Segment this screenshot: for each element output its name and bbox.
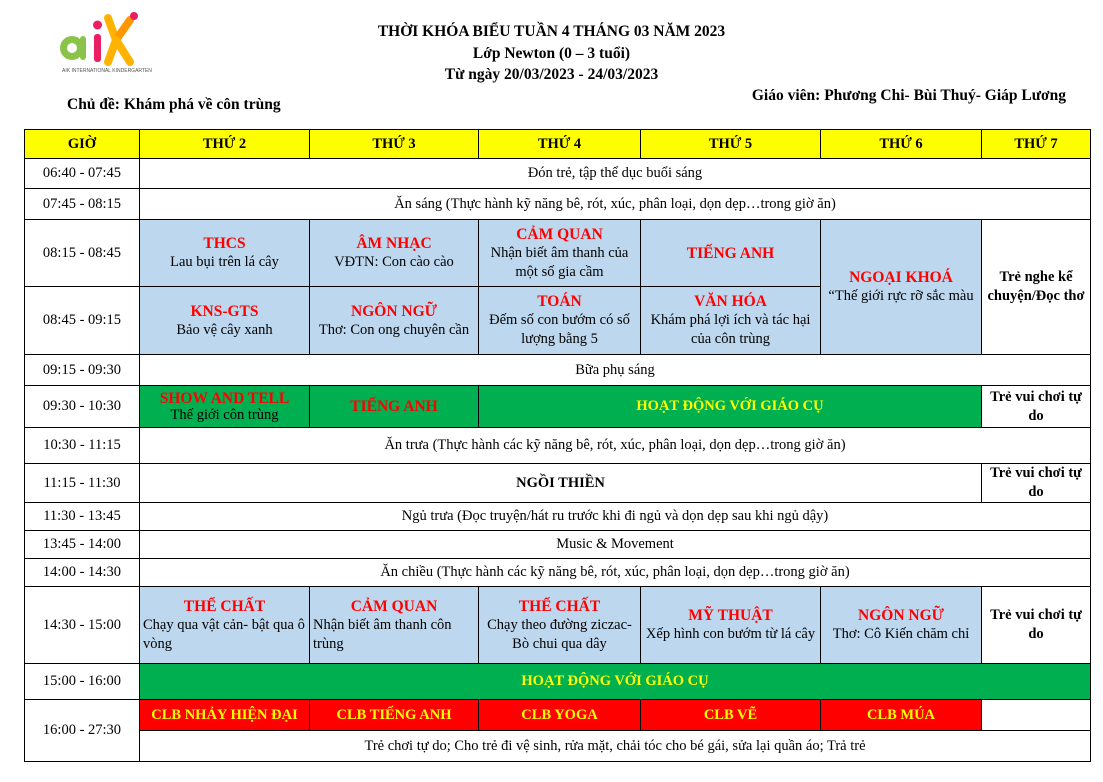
table-row	[25, 464, 1091, 503]
lesson-desc: “Thế giới rực rỡ sắc màu	[828, 288, 974, 304]
teachers-label: Giáo viên: Phương Chi- Bùi Thuý- Giáp Lương	[751, 87, 1066, 104]
activity-cell: Ăn trưa (Thực hành các kỹ năng bê, rót, xúc, phân loại, dọn dẹp…trong giờ ăn)	[140, 428, 1091, 464]
lesson-cell	[479, 220, 641, 287]
lesson-cell	[641, 587, 821, 664]
page-title: THỜI KHÓA BIỂU TUẦN 4 THÁNG 03 NĂM 2023	[377, 23, 726, 40]
club-cell: CLB TIẾNG ANH	[310, 700, 479, 731]
lesson-desc: Chạy qua vật cản- bật qua ô vòng	[143, 616, 305, 652]
time-cell: 07:45 - 08:15	[25, 189, 140, 220]
lesson-cell	[310, 386, 479, 428]
lesson-title: THỂ CHẤT	[183, 597, 266, 615]
lesson-desc: Bảo vệ cây xanh	[176, 321, 273, 338]
saturday-cell: Trẻ nghe kể chuyện/Đọc thơ	[982, 220, 1091, 355]
table-row	[25, 355, 1091, 386]
lesson-cell	[479, 587, 641, 664]
table-row	[25, 664, 1091, 700]
lesson-title: THỂ CHẤT	[518, 597, 601, 615]
col-header-wed: THỨ 4	[479, 130, 641, 159]
table-row	[25, 587, 1091, 664]
lesson-desc: Lau bụi trên lá cây	[170, 254, 279, 270]
class-name: Lớp Newton (0 – 3 tuổi)	[472, 45, 631, 62]
time-cell: 10:30 - 11:15	[25, 428, 140, 464]
lesson-desc: Đếm số con bướm có số lượng bằng 5	[489, 312, 630, 347]
lesson-title: CẢM QUAN	[516, 225, 603, 243]
table-row	[25, 700, 1091, 731]
time-cell: 14:30 - 15:00	[25, 587, 140, 664]
activity-cell: NGỒI THIỀN	[140, 464, 982, 503]
lesson-title: MỸ THUẬT	[688, 607, 773, 624]
lesson-title: NGÔN NGỮ	[858, 607, 944, 624]
activity-cell: Ăn sáng (Thực hành kỹ năng bê, rót, xúc, phân loại, dọn dẹp…trong giờ ăn)	[140, 189, 1091, 220]
table-row	[25, 531, 1091, 559]
club-cell: CLB VẼ	[641, 700, 821, 731]
col-header-tue: THỨ 3	[310, 130, 479, 159]
lesson-title: VĂN HÓA	[694, 293, 767, 310]
club-cell: CLB NHẢY HIỆN ĐẠI	[140, 700, 310, 731]
lesson-title: ÂM NHẠC	[356, 235, 432, 252]
lesson-cell	[821, 587, 982, 664]
time-cell: 11:30 - 13:45	[25, 503, 140, 531]
table-row	[25, 189, 1091, 220]
lesson-desc: Chạy theo đường zicz‌ac-Bò chui qua dây	[487, 616, 632, 652]
col-header-sat: THỨ 7	[982, 130, 1091, 159]
lesson-cell	[310, 287, 479, 355]
lesson-cell	[140, 220, 310, 287]
lesson-title: TIẾNG ANH	[350, 398, 438, 415]
time-cell: 09:15 - 09:30	[25, 355, 140, 386]
topic-label: Chủ đề: Khám phá về côn trùng	[67, 96, 281, 113]
lesson-cell	[479, 287, 641, 355]
col-header-mon: THỨ 2	[140, 130, 310, 159]
lesson-cell	[641, 287, 821, 355]
activity-cell: Đón trẻ, tập thể dục buổi sáng	[140, 159, 1091, 189]
lesson-title: NGÔN NGỮ	[351, 302, 437, 320]
time-cell: 16:00 - 27:30	[25, 700, 140, 762]
time-cell: 13:45 - 14:00	[25, 531, 140, 559]
table-row	[25, 220, 1091, 287]
lesson-title: SHOW AND TELL	[159, 389, 290, 407]
col-header-thu: THỨ 5	[641, 130, 821, 159]
activity-cell: Ăn chiều (Thực hành các kỹ năng bê, rót, xúc, phân loại, dọn dẹp…trong giờ ăn)	[140, 559, 1091, 587]
lesson-cell	[140, 287, 310, 355]
lesson-desc: Thơ: Cô Kiến chăm chỉ	[832, 626, 970, 642]
header-row	[25, 130, 1091, 159]
lesson-cell	[310, 220, 479, 287]
time-cell: 08:45 - 09:15	[25, 287, 140, 355]
time-cell: 08:15 - 08:45	[25, 220, 140, 287]
time-cell: 06:40 - 07:45	[25, 159, 140, 189]
lesson-desc: Thơ: Con ong chuyên cần	[318, 321, 470, 338]
lesson-cell	[310, 587, 479, 664]
lesson-title: THCS	[203, 235, 246, 252]
table-row	[25, 386, 1091, 428]
lesson-desc: Nhận biết âm thanh của một số gia cầm	[490, 244, 629, 280]
activity-cell: Music & Movement	[140, 531, 1091, 559]
lesson-desc: Xếp hình con bướm từ lá cây	[645, 626, 816, 642]
col-header-time: GIỜ	[25, 130, 140, 159]
lesson-cell	[641, 220, 821, 287]
lesson-title: KNS-GTS	[190, 302, 259, 320]
date-range: Từ ngày 20/03/2023 - 24/03/2023	[444, 66, 659, 83]
saturday-cell: Trẻ vui chơi tự do	[982, 386, 1091, 428]
activity-cell: Bữa phụ sáng	[140, 355, 1091, 386]
lesson-desc: Nhận biết âm thanh côn trùng	[313, 616, 452, 652]
saturday-cell: Trẻ vui chơi tự do	[982, 587, 1091, 664]
time-cell: 14:00 - 14:30	[25, 559, 140, 587]
table-row	[25, 559, 1091, 587]
saturday-cell: Trẻ vui chơi tự do	[982, 464, 1091, 503]
lesson-title: CẢM QUAN	[350, 597, 438, 615]
time-cell: 11:15 - 11:30	[25, 464, 140, 503]
table-row	[25, 159, 1091, 189]
lesson-title: TIẾNG ANH	[686, 244, 775, 262]
timetable	[24, 129, 1091, 762]
club-cell: CLB MÚA	[821, 700, 982, 731]
activity-cell: Trẻ chơi tự do; Cho trẻ đi vệ sinh, rửa mặt, chải tóc cho bé gái, sửa lại quần áo; Trả trẻ	[140, 731, 1091, 762]
lesson-title: NGOẠI KHOÁ	[849, 269, 953, 286]
empty-cell	[982, 700, 1091, 731]
lesson-title: TOÁN	[537, 293, 582, 310]
club-cell: CLB YOGA	[479, 700, 641, 731]
activity-cell: Ngủ trưa (Đọc truyện/hát ru trước khi đi ngủ và dọn dẹp sau khi ngủ dậy)	[140, 503, 1091, 531]
lesson-desc: Khám phá lợi ích và tác hại của côn trùng	[650, 312, 811, 347]
col-header-fri: THỨ 6	[821, 130, 982, 159]
lesson-desc: Thế giới côn trùng	[170, 406, 279, 423]
activity-cell: HOẠT ĐỘNG VỚI GIÁO CỤ	[140, 664, 1091, 700]
lesson-cell	[140, 587, 310, 664]
lesson-cell	[140, 386, 310, 428]
table-row	[25, 503, 1091, 531]
activity-cell: HOẠT ĐỘNG VỚI GIÁO CỤ	[479, 386, 982, 428]
lesson-cell	[821, 220, 982, 355]
table-row	[25, 731, 1091, 762]
time-cell: 09:30 - 10:30	[25, 386, 140, 428]
lesson-desc: VĐTN: Con cào cào	[334, 254, 454, 270]
time-cell: 15:00 - 16:00	[25, 664, 140, 700]
table-row	[25, 428, 1091, 464]
logo-tagline: AIK INTERNATIONAL KINDERGARTEN	[62, 68, 152, 74]
